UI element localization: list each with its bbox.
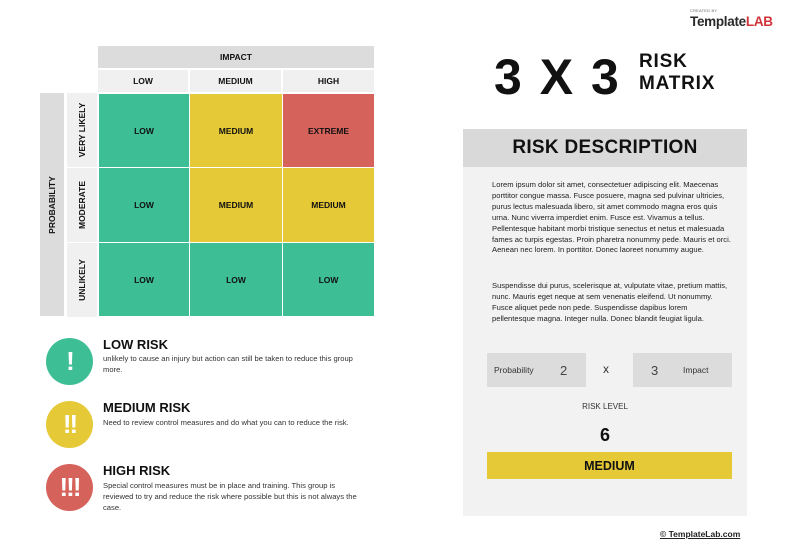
title-matrix-size: 3 X 3 [494, 49, 621, 105]
column-header-high: HIGH [283, 70, 374, 92]
impact-box [633, 353, 732, 387]
matrix-cell-very-likely-low: LOW [98, 93, 190, 168]
legend-low-title: LOW RISK [103, 337, 168, 352]
column-header-low: LOW [98, 70, 188, 92]
row-header-unlikely-label: UNLIKELY [77, 259, 88, 301]
matrix-cell-very-likely-high: EXTREME [282, 93, 375, 168]
logo-name [690, 14, 773, 29]
legend-medium-title: MEDIUM RISK [103, 400, 191, 415]
matrix-cell-unlikely-medium: LOW [189, 242, 283, 317]
impact-box-value: 3 [651, 362, 659, 378]
title-risk: RISK [639, 51, 688, 72]
probability-box-value: 2 [560, 362, 568, 378]
matrix-cell-moderate-low: LOW [98, 167, 190, 243]
three-exclamation-icon: !!! [46, 464, 93, 511]
legend-high-text: Special control measures must be in place and training. This group is reviewed to try and reduce the risk where possible but this is not always the case. [103, 481, 357, 512]
logo-name-template: Template [690, 14, 746, 29]
row-header-moderate-label: MODERATE [77, 180, 88, 230]
risk-level-label: RISK LEVEL [582, 402, 628, 411]
risk-score: 6 [599, 425, 610, 445]
legend-low-text: unlikely to cause an injury but action can still be taken to reduce this group more. [103, 354, 353, 374]
row-header-very-likely-label: VERY LIKELY [77, 102, 88, 158]
templatelab-logo [690, 8, 780, 30]
two-exclamation-icon: !! [46, 401, 93, 448]
matrix-cell-unlikely-high: LOW [282, 242, 375, 317]
probability-header [40, 93, 64, 316]
logo-name-lab: LAB [745, 14, 773, 29]
row-header-moderate [67, 168, 97, 242]
probability-header-label: PROBABILITY [47, 175, 57, 234]
multiply-sign: x [603, 362, 609, 376]
risk-description-paragraph-1: Lorem ipsum dolor sit amet, consectetuer adipiscing elit. Maecenas porttitor congue massa. Fusce posuere, magna sed pulvinar ultricies, purus lectus malesuada libero, sit amet commodo magna eros quis urna. Nunc viverra imperdiet enim. Fusce est. Vivamus a tellus. Pellentesque habitant morbi tristique senectus et netus et malesuada fames ac turpis egestas. Proin pharetra nonummy pede. Mauris et orci. Aenean nec lorem. In porttitor. Donec laoreet nonummy augue. [492, 180, 731, 255]
legend-medium-text: Need to review control measures and do what you can to reduce the risk. [103, 418, 349, 427]
risk-level-badge: MEDIUM [487, 452, 732, 479]
row-header-unlikely [67, 243, 97, 317]
risk-description-heading: RISK DESCRIPTION [463, 129, 747, 167]
legend-high-title: HIGH RISK [103, 463, 171, 478]
title-words [639, 51, 715, 95]
row-header-very-likely [67, 93, 97, 167]
matrix-cell-unlikely-low: LOW [98, 242, 190, 317]
column-header-medium: MEDIUM [190, 70, 281, 92]
logo-created-by: CREATED BY [690, 8, 718, 13]
risk-description-paragraph-2: Suspendisse dui purus, scelerisque at, vulputate vitae, pretium mattis, nunc. Mauris eget neque at sem venenatis eleifend. Ut nonummy. Fusce aliquet pede non pede. Suspendisse dapibus lorem pellentesque magna. Integer nulla. Donec blandit feugiat ligula. [492, 281, 728, 323]
impact-header: IMPACT [98, 46, 374, 68]
impact-box-label: Impact [683, 365, 709, 375]
matrix-cell-moderate-high: MEDIUM [282, 167, 375, 243]
title-matrix: MATRIX [639, 73, 716, 94]
probability-box [487, 353, 586, 387]
footer-copyright-link[interactable]: © TemplateLab.com [660, 529, 741, 539]
matrix-cell-moderate-medium: MEDIUM [189, 167, 283, 243]
matrix-cell-very-likely-medium: MEDIUM [189, 93, 283, 168]
probability-box-label: Probability [494, 365, 534, 375]
one-exclamation-icon: ! [46, 338, 93, 385]
